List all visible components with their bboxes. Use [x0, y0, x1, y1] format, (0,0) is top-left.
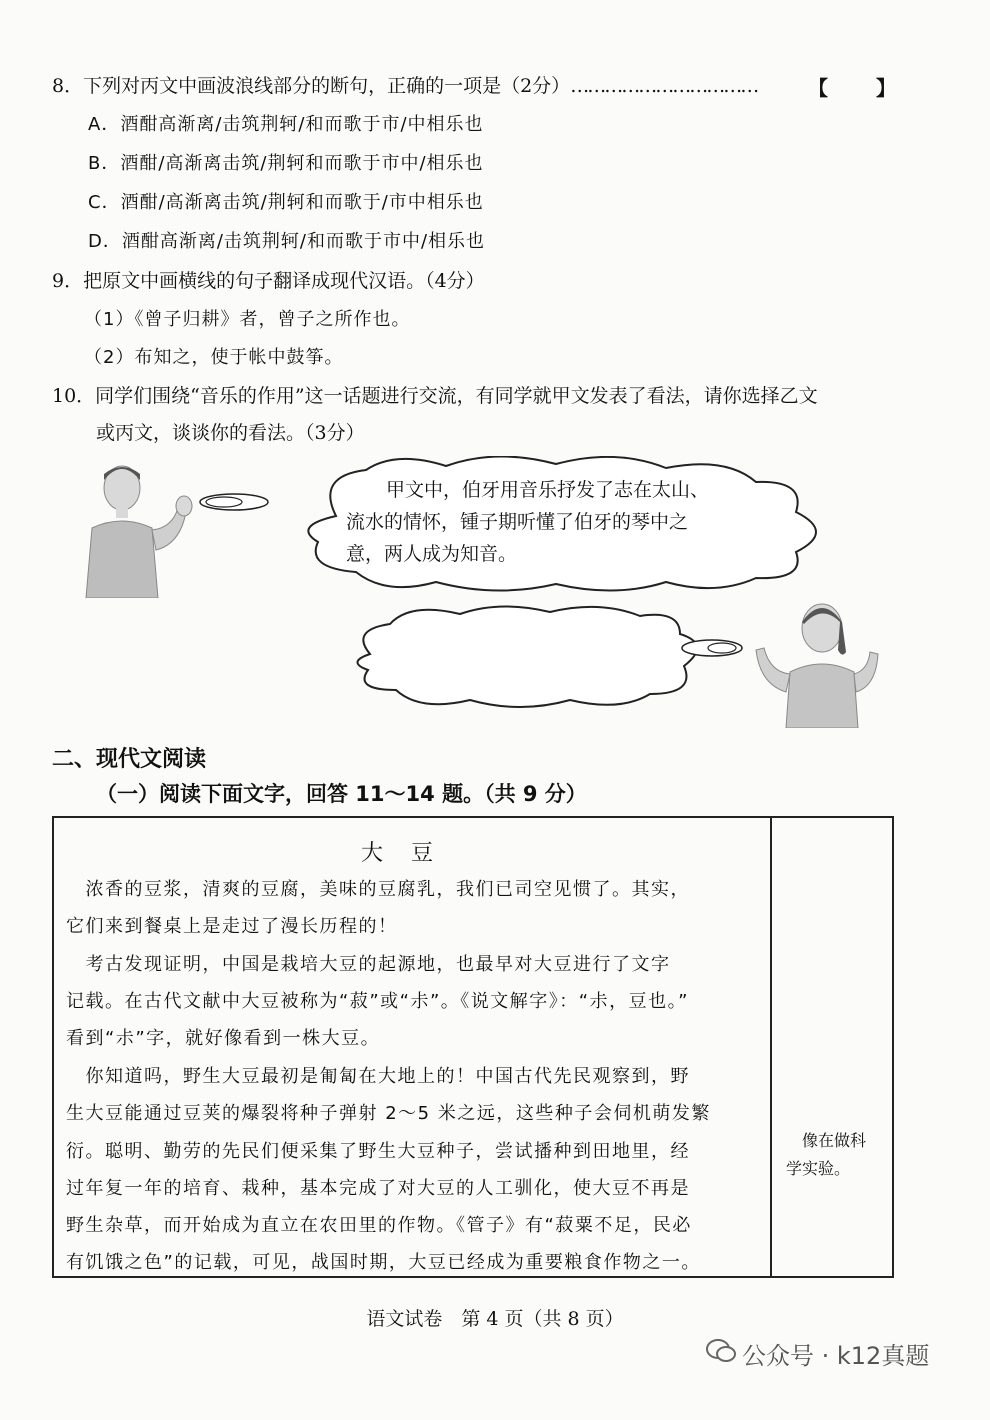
- margin-note-line-1: 像在做科: [786, 1131, 867, 1150]
- margin-divider: [770, 816, 772, 1278]
- watermark-text: 公众号 · k12真题: [742, 1342, 930, 1370]
- passage-line: 野生杂草，而开始成为直立在农田里的作物。《管子》有“菽粟不足，民必: [66, 1215, 692, 1236]
- q10-stem-line2: 或丙文，谈谈你的看法。（3分）: [96, 422, 365, 444]
- q8-answer-bracket-open: 【: [808, 76, 828, 100]
- q8-option-d: D．酒酣高渐离/击筑荆轲/和而歌于市中/相乐也: [88, 231, 486, 252]
- bubble-line-1: 甲文中，伯牙用音乐抒发了志在太山、: [386, 479, 710, 501]
- passage-line: 记载。在古代文献中大豆被称为“菽”或“尗”。《说文解字》：“尗，豆也。”: [66, 991, 689, 1012]
- passage-title: 大豆: [360, 841, 461, 866]
- margin-note-line-2: 学实验。: [786, 1159, 851, 1178]
- q8-leader-dots: ……………………………: [570, 75, 758, 97]
- q8-stem-text: 8．下列对丙文中画波浪线部分的断句，正确的一项是（2分）: [52, 75, 571, 97]
- q8-option-a: A．酒酣高渐离/击筑荆轲/和而歌于市/中相乐也: [88, 114, 484, 135]
- q8-option-b: B．酒酣/高渐离击筑/荆轲和而歌于市中/相乐也: [88, 153, 484, 174]
- bubble-line-2: 流水的情怀，锺子期听懂了伯牙的琴中之: [346, 511, 689, 533]
- q8-stem: [52, 74, 757, 98]
- speech-bubble-lower-empty: [340, 604, 750, 714]
- section-2-subtitle: （一）阅读下面文字，回答 11～14 题。（共 9 分）: [96, 782, 587, 806]
- q10-stem-line1: 10．同学们围绕“音乐的作用”这一话题进行交流，有同学就甲文发表了看法，请你选择乙文: [52, 385, 818, 407]
- page-footer: 语文试卷 第 4 页（共 8 页）: [366, 1308, 624, 1330]
- girl-student-illustration: [750, 592, 880, 728]
- passage-line: 它们来到餐桌上是走过了漫长历程的！: [66, 916, 398, 937]
- passage-line: 你知道吗，野生大豆最初是匍匐在大地上的！中国古代先民观察到，野: [66, 1066, 690, 1087]
- passage-line: 生大豆能通过豆荚的爆裂将种子弹射 2～5 米之远，这些种子会伺机萌发繁: [66, 1103, 711, 1124]
- q8-answer-bracket-close: 】: [876, 76, 896, 100]
- passage-line: 考古发现证明，中国是栽培大豆的起源地，也最早对大豆进行了文字: [66, 954, 671, 975]
- section-2-title: 二、现代文阅读: [52, 747, 207, 772]
- bubble-line-3: 意，两人成为知音。: [346, 543, 518, 565]
- wechat-logo-icon: [706, 1338, 736, 1364]
- passage-line: 过年复一年的培育、栽种，基本完成了对大豆的人工驯化，使大豆不再是: [66, 1178, 690, 1199]
- passage-line: 浓香的豆浆，清爽的豆腐，美味的豆腐乳，我们已司空见惯了。其实，: [66, 879, 690, 900]
- q9-stem: 9．把原文中画横线的句子翻译成现代汉语。（4分）: [52, 270, 485, 292]
- q8-option-c: C．酒酣/高渐离击筑/荆轲和而歌于/市中相乐也: [88, 192, 484, 213]
- passage-line: 看到“尗”字，就好像看到一株大豆。: [66, 1028, 381, 1049]
- passage-line: 有饥饿之色”的记载，可见，战国时期，大豆已经成为重要粮食作物之一。: [66, 1252, 701, 1273]
- passage-line: 衍。聪明、勤劳的先民们便采集了野生大豆种子，尝试播种到田地里，经: [66, 1141, 690, 1162]
- q9-item-1: （1）《曾子归耕》者，曾子之所作也。: [84, 309, 411, 330]
- boy-student-illustration: [74, 458, 204, 598]
- q9-item-2: （2）布知之，使于帐中鼓筝。: [84, 347, 344, 368]
